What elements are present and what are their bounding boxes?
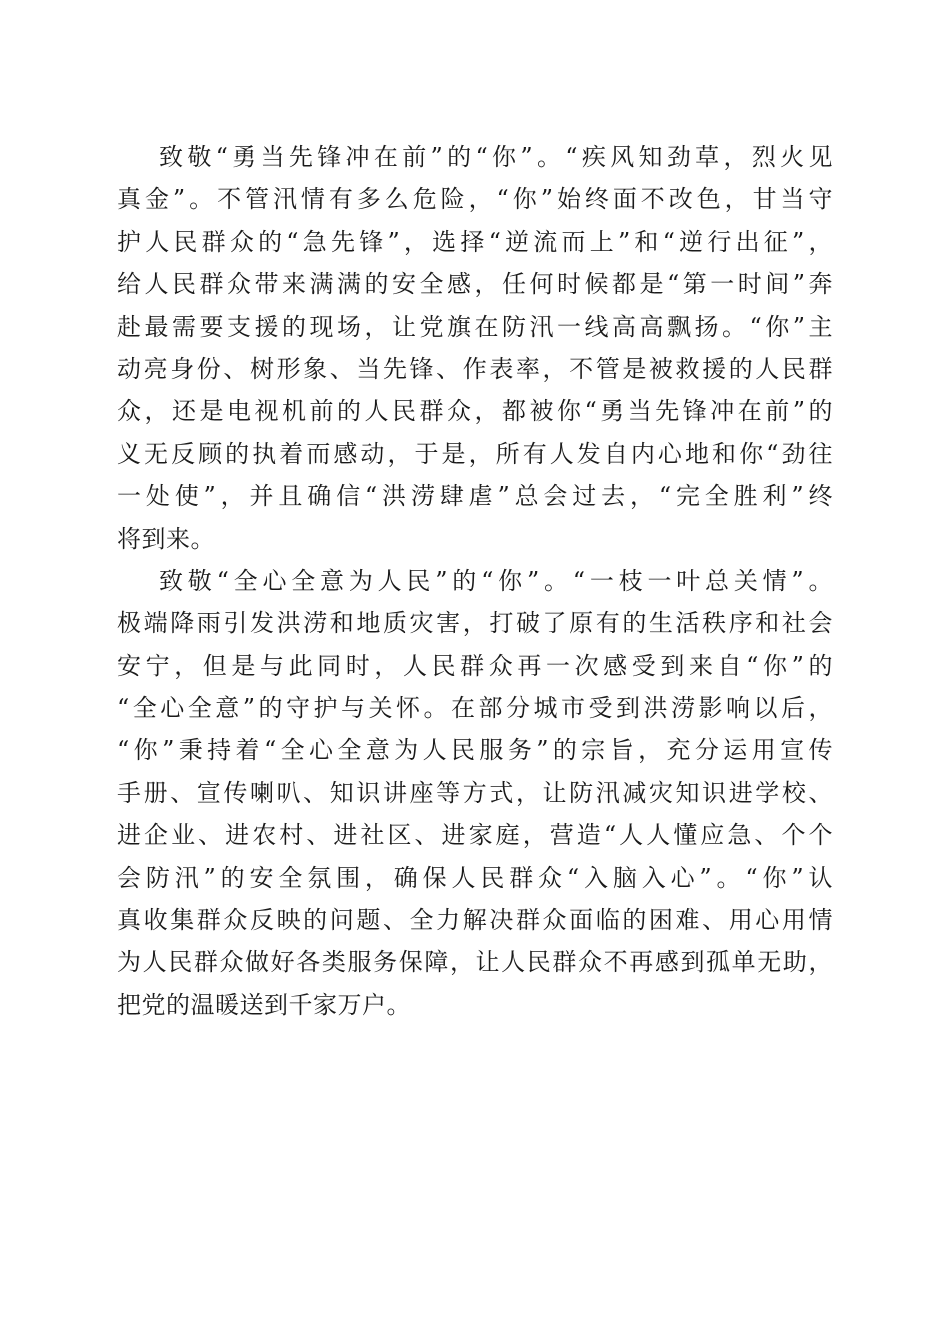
text-line: 致敬“勇当先锋冲在前”的“你”。“疾风知劲草，烈火见 — [159, 143, 833, 171]
paragraph — [117, 560, 833, 1026]
text-line: 众，还是电视机前的人民群众，都被你“勇当先锋冲在前”的 — [117, 397, 833, 426]
text-line: 真金”。不管汛情有多么危险，“你”始终面不改色，甘当守 — [117, 185, 833, 214]
text-line: “你”秉持着“全心全意为人民服务”的宗旨，充分运用宣传 — [117, 736, 833, 765]
text-line: 给人民群众带来满满的安全感，任何时候都是“第一时间”奔 — [117, 270, 833, 299]
text-line: 动亮身份、树形象、当先锋、作表率，不管是被救援的人民群 — [117, 354, 833, 383]
text-line: 致敬“全心全意为人民”的“你”。“一枝一叶总关情”。 — [159, 566, 833, 595]
text-line: “全心全意”的守护与关怀。在部分城市受到洪涝影响以后， — [117, 694, 833, 723]
paragraph — [117, 136, 833, 560]
text-line: 赴最需要支援的现场，让党旗在防汛一线高高飘扬。“你”主 — [117, 312, 833, 341]
document-body — [117, 136, 833, 1026]
text-line: 手册、宣传喇叭、知识讲座等方式，让防汛减灾知识进学校、 — [117, 778, 833, 807]
text-line: 为人民群众做好各类服务保障，让人民群众不再感到孤单无助， — [117, 948, 833, 977]
text-line: 会防汛”的安全氛围，确保人民群众“入脑入心”。“你”认 — [117, 863, 833, 892]
text-line: 把党的温暖送到千家万户。 — [117, 990, 411, 1019]
text-line: 极端降雨引发洪涝和地质灾害，打破了原有的生活秩序和社会 — [117, 609, 833, 638]
text-line: 安宁，但是与此同时，人民群众再一次感受到来自“你”的 — [117, 651, 833, 680]
text-line: 进企业、进农村、进社区、进家庭，营造“人人懂应急、个个 — [117, 821, 833, 850]
text-line: 一处使”，并且确信“洪涝肆虐”总会过去，“完全胜利”终 — [117, 482, 833, 511]
text-line: 将到来。 — [117, 524, 215, 553]
text-line: 护人民群众的“急先锋”，选择“逆流而上”和“逆行出征”， — [117, 227, 833, 256]
text-line: 真收集群众反映的问题、全力解决群众面临的困难、用心用情 — [117, 906, 833, 935]
text-line: 义无反顾的执着而感动，于是，所有人发自内心地和你“劲往 — [117, 439, 833, 468]
